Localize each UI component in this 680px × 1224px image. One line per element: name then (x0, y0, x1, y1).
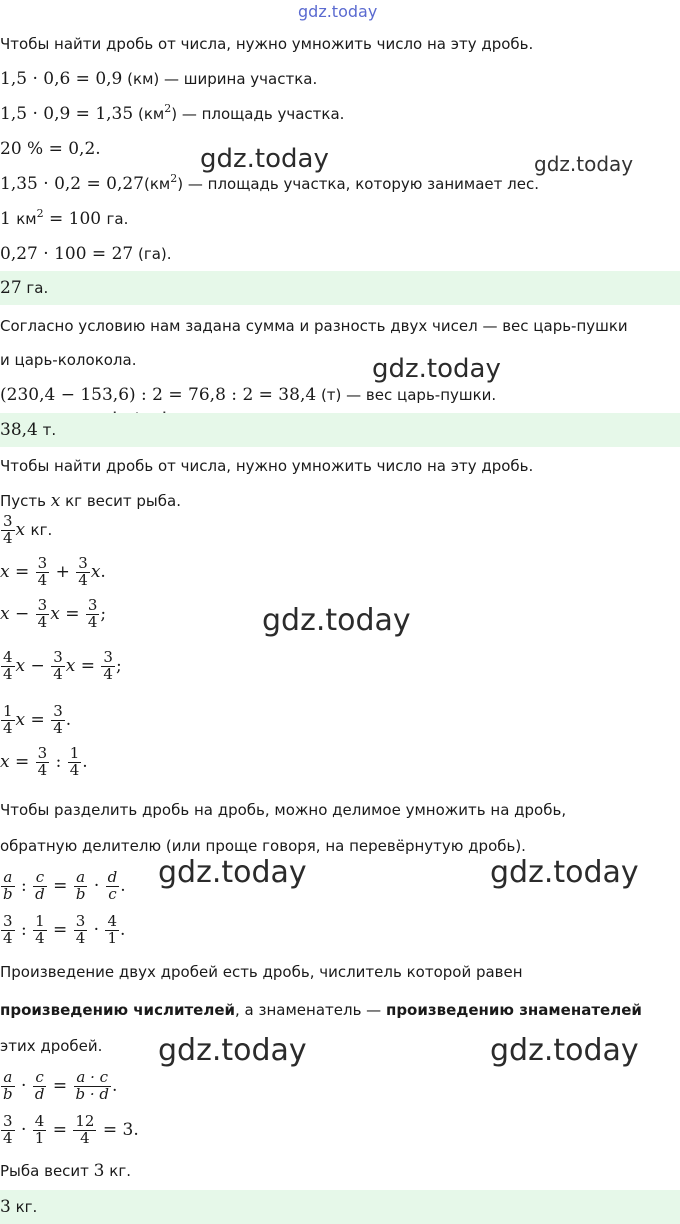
superscript: 2 (170, 172, 178, 185)
paragraph: Чтобы разделить дробь на дробь, можно делимое умножить на дробь, (0, 801, 567, 819)
answer-box (0, 271, 680, 305)
answer-value: 27 (0, 278, 22, 298)
unit: (км (144, 175, 171, 193)
paragraph: и царь-колокола. (0, 351, 137, 369)
watermark: gdz.today (534, 152, 634, 176)
math-line (0, 245, 172, 264)
paragraph (0, 492, 181, 511)
superscript: 2 (164, 102, 172, 115)
superscript: 2 (36, 207, 44, 220)
answer-unit: т. (42, 421, 57, 439)
math-line (0, 172, 539, 194)
math: (230,4 − 153,6) : 2 = 76,8 : 2 = 38,4 (0, 385, 317, 405)
text: га. (106, 210, 129, 228)
math-line (0, 386, 496, 405)
unit: км (16, 210, 37, 228)
formula-equation-4: $\frac{1}{4}$ x = $\frac{3}{4}$ . (3, 702, 72, 737)
math: 1 (0, 209, 17, 229)
paragraph: Чтобы найти дробь от числа, нужно умножить число на эту дробь. (0, 457, 534, 475)
math-line (0, 140, 101, 159)
math: 3 (93, 1161, 105, 1181)
watermark: gdz.today (372, 354, 501, 384)
math: 1,5 · 0,9 = 1,35 (0, 104, 134, 124)
text: кг весит рыба. (60, 492, 181, 510)
unit: кг. (30, 520, 53, 539)
text: (км) — ширина участка. (127, 70, 318, 88)
math: 0,27 · 100 = 27 (0, 244, 134, 264)
answer-value: 38,4 (0, 420, 38, 440)
math: = 100 (43, 209, 107, 229)
answer-unit: га. (26, 279, 49, 297)
text: ) — площадь участка. (171, 105, 345, 123)
math-line (0, 102, 345, 124)
text: кг. (104, 1162, 131, 1180)
paragraph (0, 1002, 642, 1019)
formula-division-example: $\frac{3}{4}$ : $\frac{1}{4}$ = $\frac{3}{4}$ · $\frac{4}{1}$ . (3, 912, 126, 947)
watermark: gdz.today (158, 1033, 307, 1068)
text: , а знаменатель — (235, 1001, 386, 1019)
math: 1,5 · 0,6 = 0,9 (0, 69, 123, 89)
formula-equation-2: x − $\frac{3}{4}$ x = $\frac{3}{4}$ ; (0, 596, 107, 631)
text: Пусть (0, 492, 51, 510)
formula-3-4-x: $\frac{3}{4}$ x кг. (3, 512, 53, 547)
answer-value: 3 (0, 1197, 11, 1217)
variable: x (50, 491, 61, 511)
formula-multiplication-rule: $\frac{a}{b}$ · $\frac{c}{d}$ = $\frac{a \cdot c}{b \cdot d}$ . (3, 1068, 118, 1103)
paragraph: обратную делителю (или проще говоря, на перевёрнутую дробь). (0, 837, 526, 855)
math: 1,35 · 0,2 = 0,27 (0, 174, 145, 194)
formula-multiplication-example: $\frac{3}{4}$ · $\frac{4}{1}$ = $\frac{12}{4}$ = 3. (3, 1112, 139, 1147)
math-line (0, 207, 129, 229)
watermark: gdz.today (200, 144, 329, 174)
text: Рыба весит (0, 1162, 94, 1180)
text: (га). (137, 245, 172, 263)
bold-text: произведению числителей (0, 1001, 235, 1019)
paragraph: Согласно условию нам задана сумма и разность двух чисел — вес царь-пушки (0, 317, 628, 335)
answer-box (0, 1190, 680, 1224)
text: (т) — вес царь-пушки. (320, 386, 497, 404)
paragraph: Чтобы найти дробь от числа, нужно умножить число на эту дробь. (0, 35, 534, 53)
math: 20 % = 0,2. (0, 139, 101, 159)
formula-equation-3: $\frac{4}{4}$ x − $\frac{3}{4}$ x = $\frac{3}{4}$ ; (3, 648, 122, 683)
watermark: gdz.today (490, 1033, 639, 1068)
paragraph: Произведение двух дробей есть дробь, числитель которой равен (0, 963, 523, 981)
answer-unit: кг. (15, 1198, 38, 1216)
watermark: gdz.today (490, 855, 639, 890)
paragraph: этих дробей. (0, 1037, 103, 1055)
paragraph (0, 1162, 131, 1181)
watermark: gdz.today (158, 855, 307, 890)
watermark-top: gdz.today (298, 2, 378, 21)
answer-box (0, 413, 680, 447)
formula-division-rule: $\frac{a}{b}$ : $\frac{c}{d}$ = $\frac{a}{b}$ · $\frac{d}{c}$ . (3, 868, 126, 903)
text: ) — площадь участка, которую занимает лес. (177, 175, 539, 193)
formula-equation-1: x = $\frac{3}{4}$ + $\frac{3}{4}$ x. (0, 554, 106, 589)
watermark: gdz.today (262, 603, 411, 638)
formula-equation-5: x = $\frac{3}{4}$ : $\frac{1}{4}$ . (0, 744, 88, 779)
bold-text: произведению знаменателей (385, 1001, 642, 1019)
unit: (км (137, 105, 165, 123)
math-line (0, 70, 317, 89)
